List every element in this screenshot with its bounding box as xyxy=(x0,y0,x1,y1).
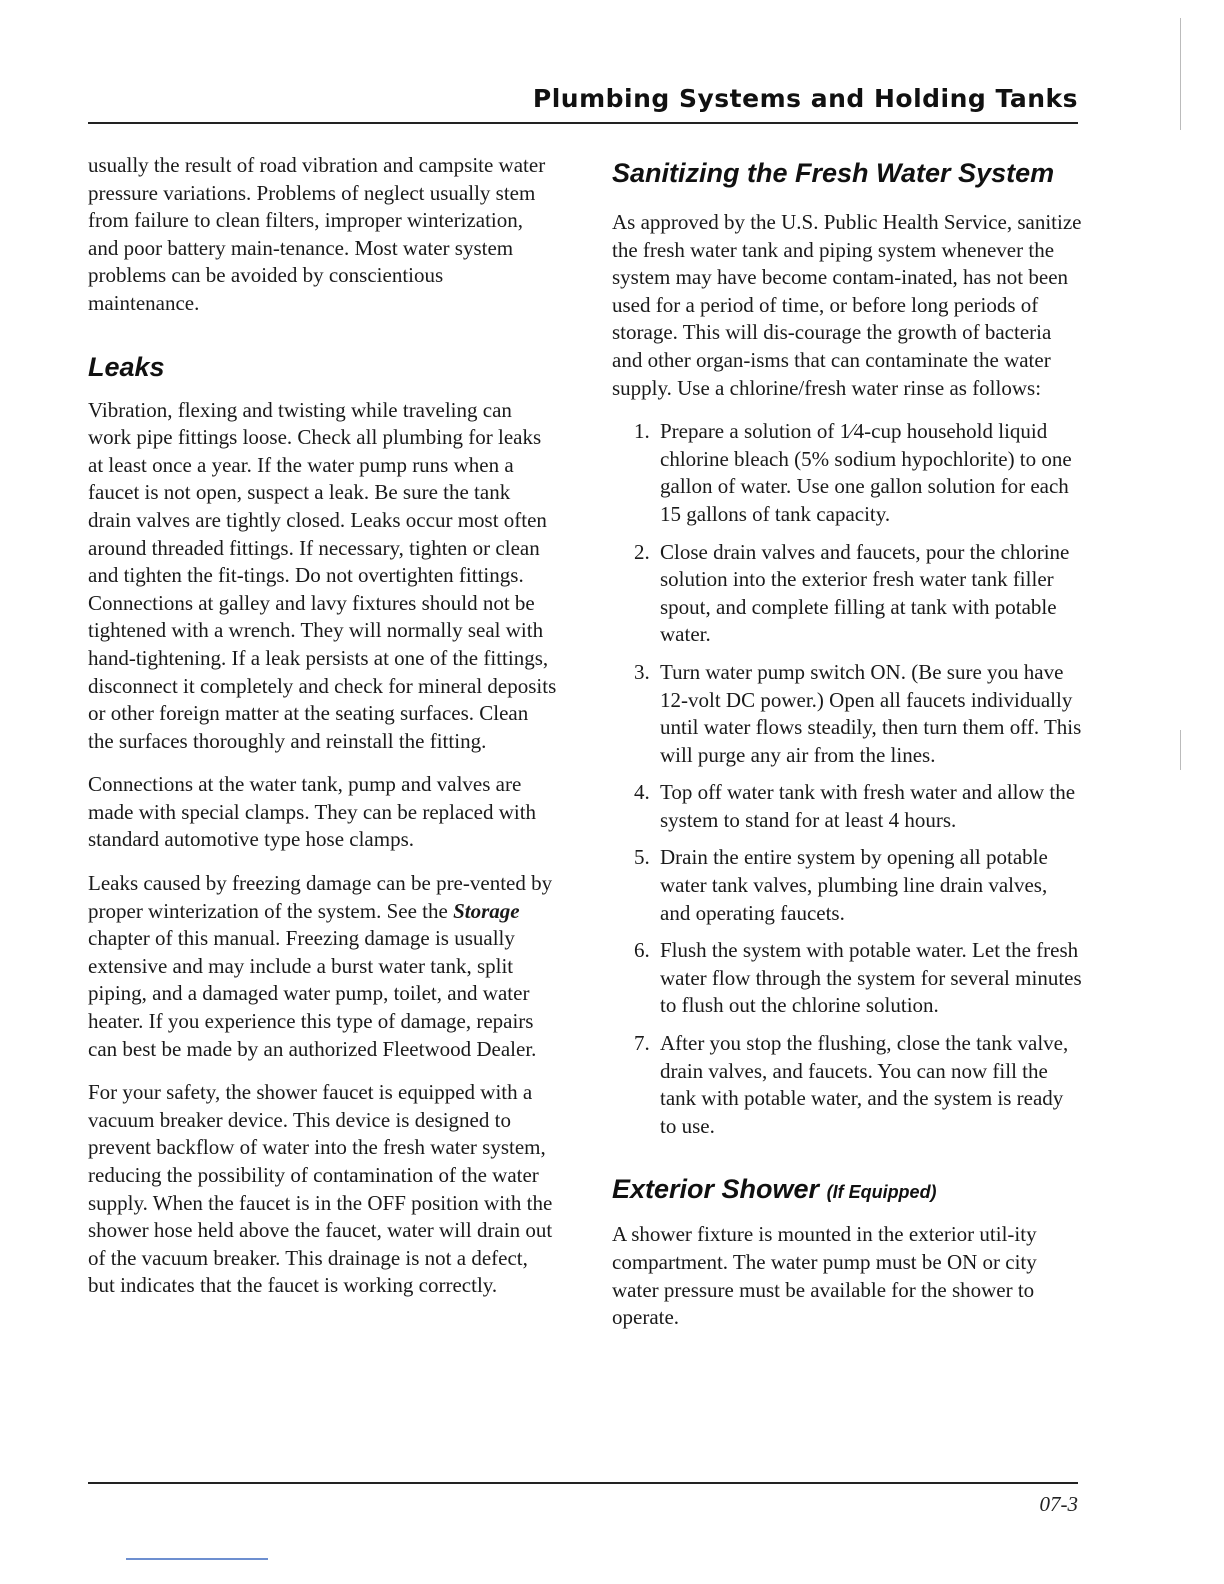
scan-margin-mark xyxy=(1180,18,1181,130)
sanitize-steps-list xyxy=(612,418,1082,1140)
leaks-paragraph-4: For your safety, the shower faucet is equipped with a vacuum breaker device. This device is designed to prevent backflow of water into the fresh water system, reducing the possibility of contamination of the water supply. When the faucet is in the OFF position with the shower hose held above the faucet, water will drain out of the vacuum breaker. This drainage is not a defect, but indicates that the faucet is working correctly. xyxy=(88,1080,553,1298)
leaks-paragraph-1: Vibration, flexing and twisting while traveling can work pipe fittings loose. Check all plumbing for leaks at least once a year. If the water pump runs when a faucet is not open, suspect a leak. Be sure the tank drain valves are tightly closed. Leaks occur most often around threaded fittings. If necessary, tighten or clean and tighten the fit-tings. Do not overtighten fittings. Connections at galley and lavy fixtures should not be tightened with a wrench. They will normally seal with hand-tightening. If a leak persists at one of the fittings, disconnect it completely and check for mineral deposits or other foreign matter at the seating surfaces. Clean the surfaces thoroughly and reinstall the fitting. xyxy=(88,397,557,753)
list-item xyxy=(612,844,1082,927)
step-text: Prepare a solution of 1⁄4-cup household liquid chlorine bleach (5% sodium hypochlorite) to one gallon of water. Use one gallon solution for each 15 gallons of tank capacity. xyxy=(660,419,1072,526)
list-item xyxy=(612,937,1082,1020)
header-rule xyxy=(88,122,1078,124)
left-column xyxy=(88,152,558,1316)
step-number: 3. xyxy=(634,659,650,684)
exterior-shower-paragraph: A shower fixture is mounted in the exterior util-ity compartment. The water pump must be ON or city water pressure must be available for the shower to operate. xyxy=(612,1222,1037,1330)
storage-chapter-reference: Storage xyxy=(453,898,520,923)
list-item xyxy=(612,1030,1082,1140)
page-header-title: Plumbing Systems and Holding Tanks xyxy=(532,84,1078,113)
if-equipped-note: (If Equipped) xyxy=(826,1182,937,1203)
step-text: Drain the entire system by opening all potable water tank valves, plumbing line drain valves, and operating faucets. xyxy=(660,845,1048,925)
step-number: 6. xyxy=(634,938,650,963)
sanitize-intro: As approved by the U.S. Public Health Service, sanitize the fresh water tank and piping system whenever the system may have become contam-inated, has not been used for a period of time, or before long periods of storage. This will dis-courage the growth of bacteria and other organ-isms that can contaminate the water supply. Use a chlorine/fresh water rinse as follows: xyxy=(612,210,1082,400)
leaks-paragraph-2: Connections at the water tank, pump and valves are made with special clamps. They can be replaced with standard automotive type hose clamps. xyxy=(88,772,537,852)
step-number: 5. xyxy=(634,845,650,870)
exterior-shower-heading xyxy=(612,1174,1082,1205)
footer-rule xyxy=(88,1482,1078,1484)
leaks-heading: Leaks xyxy=(88,351,165,382)
step-text: Turn water pump switch ON. (Be sure you have 12-volt DC power.) Open all faucets individually until water flows steadily, then turn them off. This will purge any air from the lines. xyxy=(660,659,1082,767)
list-item xyxy=(612,659,1082,769)
step-number: 2. xyxy=(634,539,650,564)
scan-corner-mark xyxy=(126,1558,268,1560)
step-text: After you stop the flushing, close the tank valve, drain valves, and faucets. You can now fill the tank with potable water, and the system is ready to use. xyxy=(660,1031,1069,1138)
leaks-paragraph-3-start: Leaks caused by freezing damage can be pre-vented by proper winterization of the system. See the xyxy=(88,871,553,923)
scan-margin-mark xyxy=(1180,730,1181,770)
exterior-shower-heading-text: Exterior Shower xyxy=(612,1174,820,1205)
step-number: 1. xyxy=(634,419,650,444)
sanitize-heading: Sanitizing the Fresh Water System xyxy=(612,158,1055,188)
step-text: Top off water tank with fresh water and allow the system to stand for at least 4 hours. xyxy=(660,780,1076,832)
step-text: Close drain valves and faucets, pour the chlorine solution into the exterior fresh water tank filler spout, and complete filling at tank with potable water. xyxy=(660,539,1070,647)
step-number: 4. xyxy=(634,780,650,805)
step-text: Flush the system with potable water. Let the fresh water flow through the system for several minutes to flush out the chlorine solution. xyxy=(660,938,1082,1018)
leaks-paragraph-3-end: chapter of this manual. Freezing damage is usually extensive and may include a burst water tank, split piping, and a damaged water pump, toilet, and water heater. If you experience this type of damage, repairs can best be made by an authorized Fleetwood Dealer. xyxy=(88,926,537,1061)
page-number: 07-3 xyxy=(1039,1492,1078,1516)
step-number: 7. xyxy=(634,1031,650,1056)
list-item xyxy=(612,779,1082,834)
list-item xyxy=(612,418,1082,528)
right-column xyxy=(612,152,1082,1348)
list-item xyxy=(612,539,1082,649)
leaks-paragraph-3 xyxy=(88,870,558,1063)
intro-paragraph: usually the result of road vibration and campsite water pressure variations. Problems of neglect usually stem from failure to clean filters, improper winterization, and poor battery main-tenance. Most water system problems can be avoided by conscientious maintenance. xyxy=(88,153,546,315)
